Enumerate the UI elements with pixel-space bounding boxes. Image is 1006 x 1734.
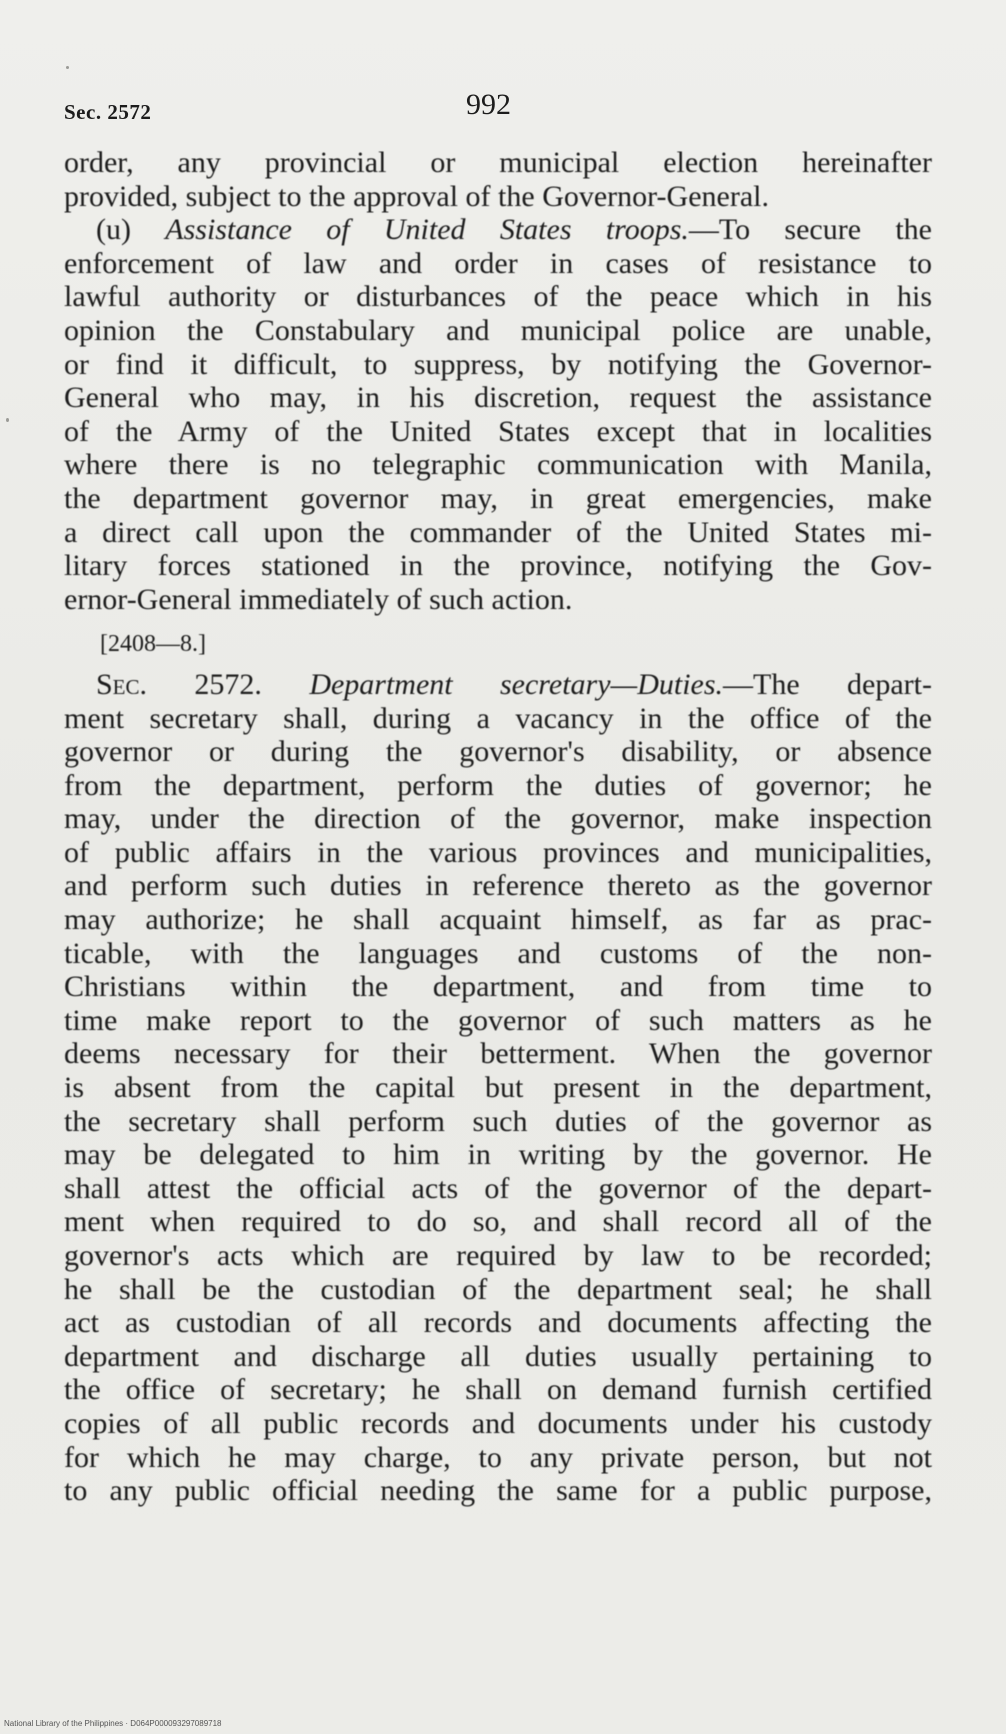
scan-speck: [66, 66, 69, 69]
text-line: and perform such duties in reference thereto as the governor: [64, 869, 932, 903]
text-line: litary forces stationed in the province, notifying the Gov-: [64, 549, 932, 583]
clause-title: Assistance of United States troops.: [165, 213, 689, 247]
source-reference: [2408—8.]: [100, 631, 206, 658]
section-label: Sec. 2572: [64, 100, 152, 124]
text-line: act as custodian of all records and documents affecting the: [64, 1306, 932, 1340]
page-header: [64, 88, 926, 128]
paragraph-election: [64, 146, 932, 213]
text-line: may authorize; he shall acquaint himself, as far as prac-: [64, 903, 932, 937]
text-line: Christians within the department, and from time to: [64, 970, 932, 1004]
clause-letter: (u): [96, 213, 131, 247]
text-line: provided, subject to the approval of the Governor-General.: [64, 179, 769, 213]
text-line: opinion the Constabulary and municipal police are unable,: [64, 313, 932, 347]
paragraph-heading-line: [64, 213, 932, 247]
text-line: ticable, with the languages and customs of the non-: [64, 936, 932, 970]
text-line: a direct call upon the commander of the United States mi-: [64, 515, 932, 549]
section-abbrev: Sec.: [96, 667, 148, 701]
page-number: 992: [466, 88, 511, 121]
text-line: governor's acts which are required by law to be recorded;: [64, 1239, 932, 1272]
text-line: governor or during the governor's disability, or absence: [64, 735, 932, 769]
text-line: department and discharge all duties usually pertaining to: [64, 1339, 932, 1373]
text-line: lawful authority or disturbances of the peace which in his: [64, 280, 932, 314]
text-line: from the department, perform the duties of governor; he: [64, 768, 932, 802]
text-line: may, under the direction of the governor, make inspection: [64, 802, 932, 836]
text-line: may be delegated to him in writing by the governor. He: [64, 1138, 932, 1172]
text-line: time make report to the governor of such matters as he: [64, 1003, 932, 1037]
text-line: enforcement of law and order in cases of resistance to: [64, 246, 932, 280]
text-line: ernor-General immediately of such action.: [64, 582, 573, 616]
scan-footer: National Library of the Philippines · D064P000093297089718: [4, 1719, 222, 1728]
text-line: General who may, in his discretion, request the assistance: [64, 381, 932, 415]
paragraph-department-secretary: [64, 668, 932, 1508]
text-line: of the Army of the United States except that in localities: [64, 414, 932, 448]
text-line: ment when required to do so, and shall record all of the: [64, 1205, 932, 1239]
text-line: of public affairs in the various provinces and municipalities,: [64, 835, 932, 869]
text-line: is absent from the capital but present in the department,: [64, 1071, 932, 1105]
paragraph-heading-line: [64, 668, 932, 702]
text-line: or find it difficult, to suppress, by notifying the Governor-: [64, 347, 932, 381]
text-line: copies of all public records and documents under his custody: [64, 1406, 932, 1440]
text-line: where there is no telegraphic communication with Manila,: [64, 448, 932, 482]
body-text: [64, 146, 932, 1508]
paragraph-assistance-troops: [64, 213, 932, 616]
section-title: Department secretary—Duties.: [309, 667, 724, 701]
text-line: ment secretary shall, during a vacancy in the office of the: [64, 701, 932, 735]
text-line: —The depart-: [723, 667, 932, 701]
text-line: to any public official needing the same for a public purpose,: [64, 1474, 932, 1508]
text-line: deems necessary for their betterment. When the governor: [64, 1037, 932, 1071]
text-line: the department governor may, in great emergencies, make: [64, 481, 932, 515]
text-line: —To secure the: [688, 213, 932, 247]
section-number: 2572.: [194, 667, 262, 701]
text-line: the secretary shall perform such duties of the governor as: [64, 1104, 932, 1138]
scan-speck: [6, 418, 9, 422]
text-line: the office of secretary; he shall on demand furnish certified: [64, 1373, 932, 1407]
text-line: he shall be the custodian of the department seal; he shall: [64, 1272, 932, 1306]
text-line: order, any provincial or municipal election hereinafter: [64, 146, 932, 179]
text-line: for which he may charge, to any private person, but not: [64, 1440, 932, 1474]
text-line: shall attest the official acts of the governor of the depart-: [64, 1171, 932, 1205]
